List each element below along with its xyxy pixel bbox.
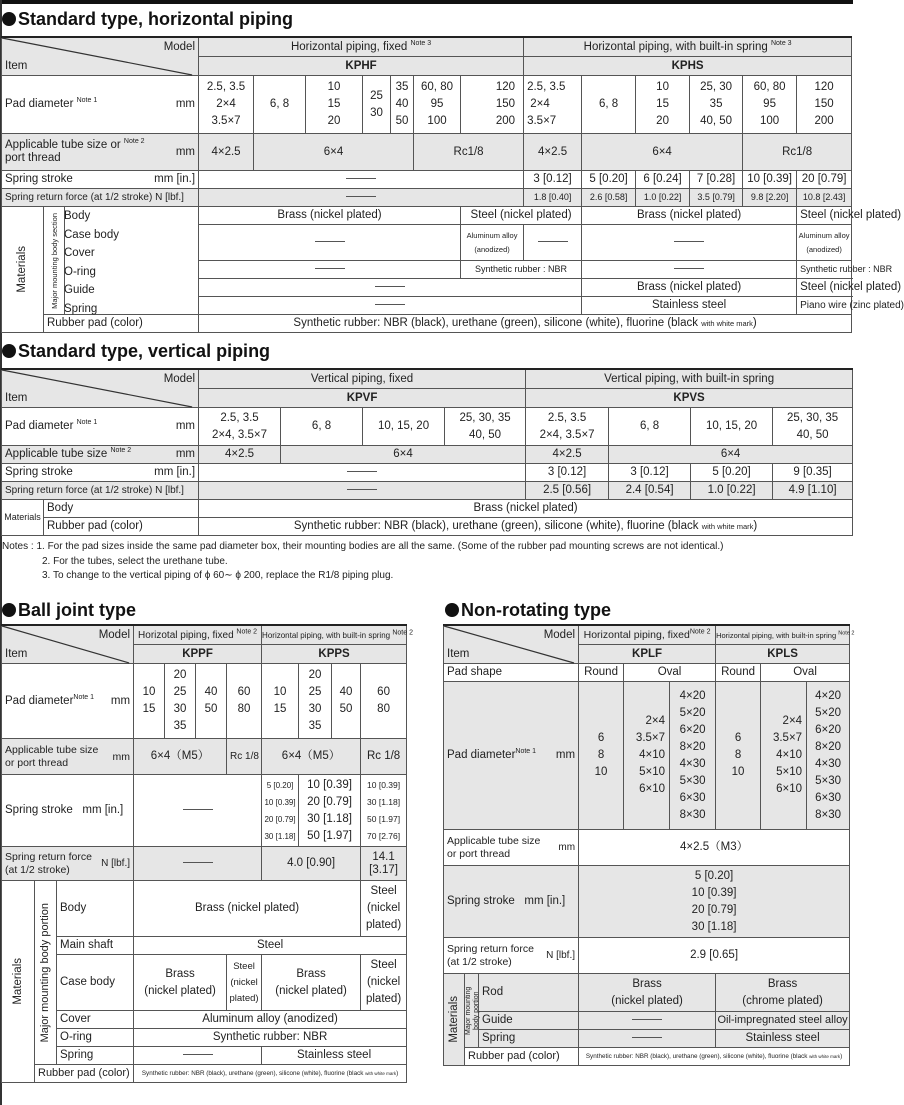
pad-cell: 40 50: [332, 664, 361, 739]
pad-cell: 20 25 30 35: [165, 664, 196, 739]
body-fixed-steel: Steel (nickel plated): [461, 207, 582, 225]
group-spring: Horizontal piping, with built-in spring Note 2: [262, 625, 407, 645]
dash-cell: [524, 225, 582, 261]
model-label: Model: [543, 629, 576, 641]
stroke-cell: 3 [0.12]: [524, 171, 582, 189]
row-label-spring: Spring: [64, 302, 98, 315]
tube-size-row: [2, 134, 852, 171]
materials-label: Materials: [444, 974, 465, 1066]
guide-spring: Oil-impregnated steel alloy: [716, 1012, 850, 1030]
dash-cell: [199, 482, 526, 500]
body-steel: Steel (nickel plated): [361, 881, 407, 937]
note-3: 3. To change to the vertical piping of ϕ 60∼ ϕ 200, replace the R1/8 piping plug.: [42, 570, 394, 581]
stroke-cell: 20 [0.79]: [797, 171, 852, 189]
dash-cell: [134, 775, 262, 847]
body-spring-steel: Steel (nickel plated): [797, 207, 852, 225]
spring-stroke-label: Spring stroke mm [in.]: [444, 866, 579, 938]
note-2: 2. For the tubes, select the urethane tube.: [42, 555, 228, 567]
pad-oval-small: 2×4 3.5×7 4×10 5×10 6×10: [761, 682, 807, 830]
pad-diameter-label: Pad diameter$^{Note 1}$ mm: [444, 682, 579, 830]
stroke-cell: 5 [0.20] 10 [0.39] 20 [0.79] 30 [1.18]: [262, 775, 299, 847]
group-spring: Vertical piping, with built-in spring: [526, 369, 853, 389]
major-mounting-section: Major mounting body section: [44, 207, 199, 315]
note-1: Notes : 1. For the pad sizes inside the same pad diameter box, their mounting bodies are all the same. (Some of the rubber pad mounting screws are not identical.): [2, 541, 724, 552]
stroke-values: 5 [0.20] 10 [0.39] 20 [0.79] 30 [1.18]: [579, 866, 850, 938]
item-label: Item: [5, 648, 28, 660]
pad-cell: 10 15 20: [636, 76, 690, 134]
tube-cell: 4×2.5: [524, 134, 582, 171]
tube-cell: 4×2.5: [199, 134, 254, 171]
force-cell: 2.4 [0.54]: [609, 482, 691, 500]
materials-row-labels: [64, 207, 119, 319]
pad-cell: 6, 8: [281, 408, 363, 446]
model-kpvf: KPVF: [199, 389, 526, 408]
shape-oval: Oval: [624, 664, 716, 682]
pad-cell: 6, 8: [254, 76, 306, 134]
tube-cell: 6×4: [582, 134, 743, 171]
spring-stroke-label: Spring stroke mm [in.]: [2, 464, 199, 482]
rubber-pad-label: Rubber pad (color): [44, 518, 199, 536]
force-cell: 14.1 [3.17]: [361, 847, 407, 881]
force-cell: 3.5 [0.79]: [690, 189, 743, 207]
pad-cell: 2.5, 3.5 2×4 3.5×7: [524, 76, 582, 134]
dash-cell: [582, 261, 797, 279]
oring-spring: Synthetic rubber : NBR: [797, 261, 852, 279]
pad-cell: 40 50: [196, 664, 227, 739]
dash-cell: [199, 297, 582, 315]
pad-oval-large: 4×20 5×20 6×20 8×20 4×30 5×30 6×30 8×30: [670, 682, 716, 830]
pad-diameter-label: Pad diameter $^{Note 1}$ mm: [2, 408, 199, 446]
pad-cell: 120 150 200: [461, 76, 524, 134]
non-rotating-table: [443, 624, 855, 1066]
horizontal-piping-table: [1, 36, 904, 333]
row-label-cover: Cover: [64, 247, 95, 260]
tube-cell: Rc 1/8: [227, 739, 262, 775]
group-fixed: Horizotal piping, fixed $^{Note 2}$: [134, 625, 262, 645]
spring-material: Stainless steel: [582, 297, 797, 315]
materials-label: Materials: [2, 207, 44, 333]
group-fixed: Horizontal piping, fixed$^{Note 2}$: [579, 625, 716, 645]
stroke-cell: 5 [0.20]: [691, 464, 773, 482]
group-fixed: Vertical piping, fixed: [199, 369, 526, 389]
tube-cell: 6×4: [281, 446, 526, 464]
shape-round: Round: [579, 664, 624, 682]
model-kpls: KPLS: [716, 645, 850, 664]
guide-spring-steel: Steel (nickel plated): [797, 279, 852, 297]
model-kpvs: KPVS: [526, 389, 853, 408]
return-force-label: N [lbf.] Spring return force (at 1/2 stroke): [2, 847, 134, 881]
model-kpps: KPPS: [262, 645, 407, 664]
row-label-cover: Cover: [57, 1011, 134, 1029]
model-item-header: [2, 369, 199, 408]
force-cell: 4.9 [1.10]: [773, 482, 853, 500]
tube-cell: 6×4（M5）: [262, 739, 361, 775]
pad-cell: 25 30: [363, 76, 391, 134]
dash-cell: [199, 225, 461, 261]
top-border: [0, 0, 853, 4]
main-shaft-value: Steel: [134, 937, 407, 955]
tube-cell: 4×2.5: [526, 446, 609, 464]
model-kplf: KPLF: [579, 645, 716, 664]
pad-diameter-row: [2, 76, 852, 134]
oring-fixed: Synthetic rubber : NBR: [461, 261, 582, 279]
row-label-rod: Rod: [479, 974, 579, 1012]
title-text: Standard type, horizontal piping: [18, 9, 294, 29]
major-mounting-portion: Major mounting body portion: [465, 974, 479, 1048]
body-value: Brass (nickel plated): [199, 500, 853, 518]
dash-cell: [582, 225, 797, 261]
tube-size-label: mm Applicable tube size or $^{Note 2}$ port thread: [2, 134, 199, 171]
section-title-vertical: [2, 341, 270, 362]
dash-cell: [134, 847, 262, 881]
major-mounting-portion: Major mounting body portion: [35, 881, 57, 1065]
body-fixed: Brass (nickel plated): [199, 207, 461, 225]
diagonal-line: [2, 370, 198, 407]
diagonal-line: [2, 626, 133, 663]
tube-cell: 4×2.5: [199, 446, 281, 464]
pad-cell: 10, 15, 20: [691, 408, 773, 446]
spring-stroke-row: [2, 171, 852, 189]
pad-cell: 60, 80 95 100: [743, 76, 797, 134]
case-body-brass: Brass (nickel plated): [134, 955, 227, 1011]
case-body-brass: Brass (nickel plated): [262, 955, 361, 1011]
group-spring: Horizontal piping, with built-in spring $^{Note 2}$: [716, 625, 850, 645]
row-label-guide: Guide: [64, 284, 95, 297]
notes: [2, 540, 724, 584]
oring-value: Synthetic rubber: NBR: [134, 1029, 407, 1047]
shape-oval: Oval: [761, 664, 850, 682]
bullet-icon: [2, 603, 16, 617]
stroke-cell: 3 [0.12]: [526, 464, 609, 482]
pad-cell: 6, 8: [582, 76, 636, 134]
title-text: Standard type, vertical piping: [18, 341, 271, 361]
case-body-steel: Steel (nickel plated): [227, 955, 262, 1011]
dash-cell: [199, 189, 524, 207]
stroke-cell: 7 [0.28]: [690, 171, 743, 189]
alu-cell: Aluminum alloy (anodized): [461, 225, 524, 261]
model-kphs: KPHS: [524, 57, 852, 76]
return-force-row: [2, 189, 852, 207]
return-force-label: N [lbf.] Spring return force (at 1/2 stroke): [444, 938, 579, 974]
pad-diameter-label: Pad diameter$^{Note 1}$ mm: [2, 664, 134, 739]
force-cell: 9.8 [2.20]: [743, 189, 797, 207]
pad-diameter-row: [2, 408, 853, 446]
row-label-main-shaft: Main shaft: [57, 937, 134, 955]
row-label-spring: Spring: [479, 1030, 579, 1048]
row-label-guide: Guide: [479, 1012, 579, 1030]
item-label: Item: [447, 648, 470, 660]
group-fixed: Horizontal piping, fixed $^{Note 3}$: [199, 37, 524, 57]
pad-cell: 60, 80 95 100: [414, 76, 461, 134]
rod-fixed: Brass (nickel plated): [579, 974, 716, 1012]
row-label-body: Body: [64, 210, 91, 222]
alu-cell: Aluminum alloy (anodized): [797, 225, 852, 261]
stroke-cell: 10 [0.39] 30 [1.18] 50 [1.97] 70 [2.76]: [361, 775, 407, 847]
guide-spring: Brass (nickel plated): [582, 279, 797, 297]
dash-cell: [199, 464, 526, 482]
pad-cell: 2.5, 3.5 2×4 3.5×7: [199, 76, 254, 134]
row-label-case-body: Case body: [64, 228, 119, 241]
stroke-cell: 6 [0.24]: [636, 171, 690, 189]
force-cell: 4.0 [0.90]: [262, 847, 361, 881]
force-cell: 1.0 [0.22]: [691, 482, 773, 500]
pad-oval-large: 4×20 5×20 6×20 8×20 4×30 5×30 6×30 8×30: [807, 682, 850, 830]
tube-cell: Rc 1/8: [361, 739, 407, 775]
stroke-cell: 3 [0.12]: [609, 464, 691, 482]
spring-material-piano: Piano wire (zinc plated): [797, 297, 852, 315]
return-force-label: Spring return force (at 1/2 stroke) N [lbf.]: [2, 482, 199, 500]
bullet-icon: [445, 603, 459, 617]
model-label: Model: [98, 629, 131, 641]
pad-cell: 10 15 20: [306, 76, 363, 134]
row-label-body: Body: [57, 881, 134, 937]
pad-cell: 35 40 50: [391, 76, 414, 134]
spring-stroke-label: Spring stroke mm [in.]: [2, 775, 134, 847]
dash-cell: [199, 279, 582, 297]
pad-round: 6 8 10: [579, 682, 624, 830]
body-spring: Brass (nickel plated): [582, 207, 797, 225]
rod-spring: Brass (chrome plated): [716, 974, 850, 1012]
tube-size-label: mm Applicable tube size or port thread: [2, 739, 134, 775]
rubber-pad-value: Synthetic rubber: NBR (black), urethane (green), silicone (white), fluorine (black with white mark): [579, 1048, 850, 1066]
shape-round: Round: [716, 664, 761, 682]
vertical-piping-table: [1, 368, 853, 536]
diagonal-line: [2, 38, 198, 75]
item-label: Item: [5, 60, 28, 72]
pad-cell: 60 80: [227, 664, 262, 739]
tube-cell: 6×4: [609, 446, 853, 464]
materials-label: Materials: [2, 881, 35, 1083]
case-body-steel: Steel (nickel plated): [361, 955, 407, 1011]
tube-cell: 6×4: [254, 134, 414, 171]
pad-cell: 2.5, 3.5 2×4, 3.5×7: [199, 408, 281, 446]
stroke-cell: 9 [0.35]: [773, 464, 853, 482]
bullet-icon: [2, 12, 16, 26]
dash-cell: [134, 1047, 262, 1065]
model-kphf: KPHF: [199, 57, 524, 76]
force-cell: 2.6 [0.58]: [582, 189, 636, 207]
row-label-body: Body: [44, 500, 199, 518]
dash-cell: [199, 171, 524, 189]
stroke-cell: 10 [0.39]: [743, 171, 797, 189]
bullet-icon: [2, 344, 16, 358]
materials-label: Materials: [2, 500, 44, 536]
cover-value: Aluminum alloy (anodized): [134, 1011, 407, 1029]
pad-cell: 25, 30, 35 40, 50: [773, 408, 853, 446]
section-title-horizontal: [2, 9, 293, 30]
pad-cell: 10 15: [262, 664, 299, 739]
rubber-pad-label: Rubber pad (color): [35, 1065, 134, 1083]
rubber-pad-label: Rubber pad (color): [465, 1048, 579, 1066]
pad-cell: 120 150 200: [797, 76, 852, 134]
rubber-pad-value: Synthetic rubber: NBR (black), urethane (green), silicone (white), fluorine (black with white mark): [134, 1065, 407, 1083]
pad-cell: 6, 8: [609, 408, 691, 446]
row-label-oring: O-ring: [57, 1029, 134, 1047]
spring-value: Stainless steel: [716, 1030, 850, 1048]
model-item-header: [2, 625, 134, 664]
title-text: Non-rotating type: [461, 600, 611, 620]
pad-round: 6 8 10: [716, 682, 761, 830]
model-item-header: [2, 37, 199, 76]
pad-cell: 25, 30 35 40, 50: [690, 76, 743, 134]
spring-value: Stainless steel: [262, 1047, 407, 1065]
dash-cell: [579, 1030, 716, 1048]
pad-cell: 20 25 30 35: [299, 664, 332, 739]
pad-cell: 60 80: [361, 664, 407, 739]
pad-diameter-label: Pad diameter $^{Note 1}$ mm: [2, 76, 199, 134]
stroke-cell: 10 [0.39] 20 [0.79] 30 [1.18] 50 [1.97]: [299, 775, 361, 847]
tube-cell: 6×4（M5）: [134, 739, 227, 775]
rubber-pad-value: Synthetic rubber: NBR (black), urethane (green), silicone (white), fluorine (black with white mark): [199, 315, 852, 333]
force-cell: 2.5 [0.56]: [526, 482, 609, 500]
title-text: Ball joint type: [18, 600, 137, 620]
model-label: Model: [163, 41, 196, 53]
row-label-case-body: Case body: [57, 955, 134, 1011]
dash-cell: [579, 1012, 716, 1030]
row-label-oring: O-ring: [64, 265, 96, 278]
item-label: Item: [5, 392, 28, 404]
pad-oval-small: 2×4 3.5×7 4×10 5×10 6×10: [624, 682, 670, 830]
model-label: Model: [163, 373, 196, 385]
tube-cell: Rc1/8: [414, 134, 524, 171]
pad-cell: 2.5, 3.5 2×4, 3.5×7: [526, 408, 609, 446]
model-kppf: KPPF: [134, 645, 262, 664]
stroke-cell: 5 [0.20]: [582, 171, 636, 189]
tube-cell: Rc1/8: [743, 134, 852, 171]
spring-stroke-label: Spring stroke mm [in.]: [2, 171, 199, 189]
force-cell: 1.8 [0.40]: [524, 189, 582, 207]
rubber-pad-label: Rubber pad (color): [44, 315, 199, 333]
pad-shape-label: Pad shape: [444, 664, 579, 682]
group-spring: Horizontal piping, with built-in spring $^{Note 3}$: [524, 37, 852, 57]
body-value: Brass (nickel plated): [134, 881, 361, 937]
tube-size-label: mm Applicable tube size or port thread: [444, 830, 579, 866]
force-value: 2.9 [0.65]: [579, 938, 850, 974]
pad-cell: 10, 15, 20: [363, 408, 445, 446]
diagonal-line: [444, 626, 578, 663]
section-title-non-rotating: [445, 600, 611, 621]
section-title-ball-joint: [2, 600, 136, 621]
row-label-spring: Spring: [57, 1047, 134, 1065]
return-force-label: Spring return force (at 1/2 stroke) N [lbf.]: [2, 189, 199, 207]
model-item-header: [444, 625, 579, 664]
ball-joint-table: [1, 624, 413, 1083]
tube-size-label: Applicable tube size $^{Note 2}$ mm: [2, 446, 199, 464]
pad-cell: 25, 30, 35 40, 50: [445, 408, 526, 446]
pad-cell: 10 15: [134, 664, 165, 739]
tube-value: 4×2.5（M3）: [579, 830, 850, 866]
dash-cell: [199, 261, 461, 279]
force-cell: 10.8 [2.43]: [797, 189, 852, 207]
force-cell: 1.0 [0.22]: [636, 189, 690, 207]
rubber-pad-value: Synthetic rubber: NBR (black), urethane (green), silicone (white), fluorine (black with white mark): [199, 518, 853, 536]
